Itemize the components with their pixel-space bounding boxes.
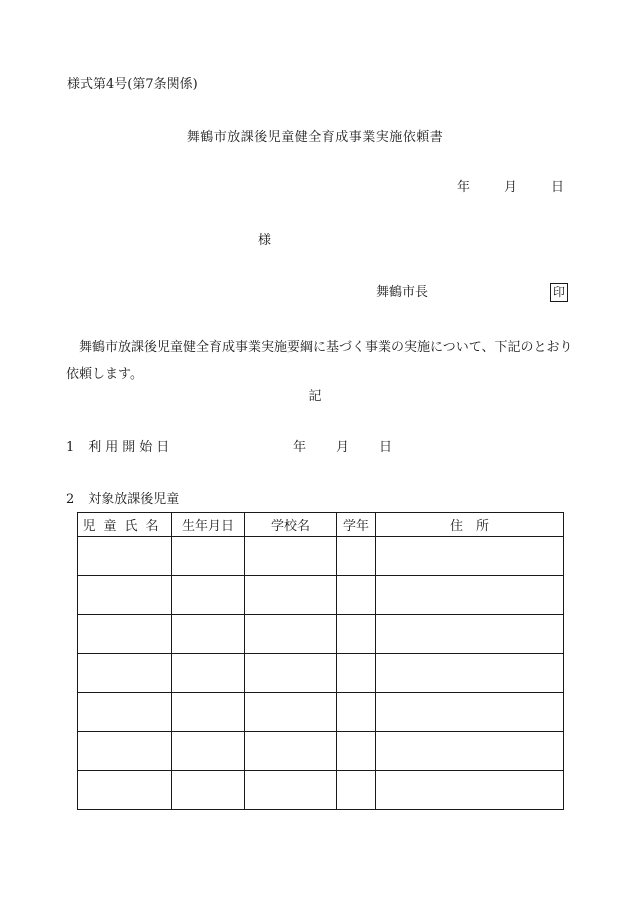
date-year: 年 (456, 180, 470, 195)
cell-birthdate[interactable] (172, 654, 245, 693)
table-row (78, 771, 564, 810)
start-date-fields (293, 440, 392, 456)
children-table (77, 512, 564, 810)
cell-grade[interactable] (337, 693, 376, 732)
cell-child-name[interactable] (78, 537, 172, 576)
table-row (78, 693, 564, 732)
cell-child-name[interactable] (78, 732, 172, 771)
cell-school[interactable] (245, 732, 337, 771)
cell-grade[interactable] (337, 732, 376, 771)
cell-school[interactable] (245, 615, 337, 654)
table-row (78, 576, 564, 615)
table-row (78, 654, 564, 693)
cell-birthdate[interactable] (172, 693, 245, 732)
cell-grade[interactable] (337, 654, 376, 693)
cell-school[interactable] (245, 537, 337, 576)
cell-child-name[interactable] (78, 576, 172, 615)
item2-number: 2 (66, 492, 75, 507)
cell-grade[interactable] (337, 537, 376, 576)
cell-grade[interactable] (337, 576, 376, 615)
cell-child-name[interactable] (78, 693, 172, 732)
start-year: 年 (293, 440, 307, 455)
table-row (78, 537, 564, 576)
cell-grade[interactable] (337, 615, 376, 654)
document-title: 舞鶴市放課後児童健全育成事業実施依頼書 (186, 130, 444, 145)
cell-address[interactable] (376, 537, 564, 576)
table-row (78, 732, 564, 771)
item1-label: 利用開始日 (88, 440, 174, 455)
cell-school[interactable] (245, 693, 337, 732)
cell-child-name[interactable] (78, 771, 172, 810)
date-line (457, 180, 564, 196)
header-birthdate: 生年月日 (172, 513, 245, 537)
form-number: 様式第4号(第7条関係) (67, 77, 198, 92)
table-header-row (78, 513, 564, 537)
cell-grade[interactable] (337, 771, 376, 810)
start-day: 日 (379, 440, 393, 455)
cell-address[interactable] (376, 576, 564, 615)
cell-birthdate[interactable] (172, 576, 245, 615)
start-month: 月 (336, 440, 350, 455)
item2-label: 対象放課後児童 (88, 492, 180, 507)
header-school: 学校名 (245, 513, 337, 537)
date-day: 日 (550, 180, 564, 195)
cell-school[interactable] (245, 771, 337, 810)
cell-address[interactable] (376, 693, 564, 732)
body-text: 舞鶴市放課後児童健全育成事業実施要綱に基づく事業の実施について、下記のとおり依頼します。 (66, 340, 573, 382)
header-child-name: 児童氏名 (78, 513, 172, 537)
table-row (78, 615, 564, 654)
cell-school[interactable] (245, 576, 337, 615)
header-address: 住 所 (376, 513, 564, 537)
cell-school[interactable] (245, 654, 337, 693)
header-grade: 学年 (337, 513, 376, 537)
seal-mark: 印 (550, 283, 568, 302)
sender-name: 舞鶴市長 (376, 285, 429, 300)
cell-birthdate[interactable] (172, 732, 245, 771)
addressee-suffix: 様 (258, 233, 272, 248)
cell-birthdate[interactable] (172, 615, 245, 654)
item-start-date (66, 440, 173, 456)
cell-address[interactable] (376, 615, 564, 654)
date-month: 月 (503, 180, 517, 195)
cell-birthdate[interactable] (172, 537, 245, 576)
cell-child-name[interactable] (78, 615, 172, 654)
cell-child-name[interactable] (78, 654, 172, 693)
ki-heading: 記 (308, 389, 322, 404)
cell-address[interactable] (376, 771, 564, 810)
item-target-children (66, 492, 179, 508)
cell-address[interactable] (376, 732, 564, 771)
cell-address[interactable] (376, 654, 564, 693)
item1-number: 1 (66, 440, 75, 455)
cell-birthdate[interactable] (172, 771, 245, 810)
